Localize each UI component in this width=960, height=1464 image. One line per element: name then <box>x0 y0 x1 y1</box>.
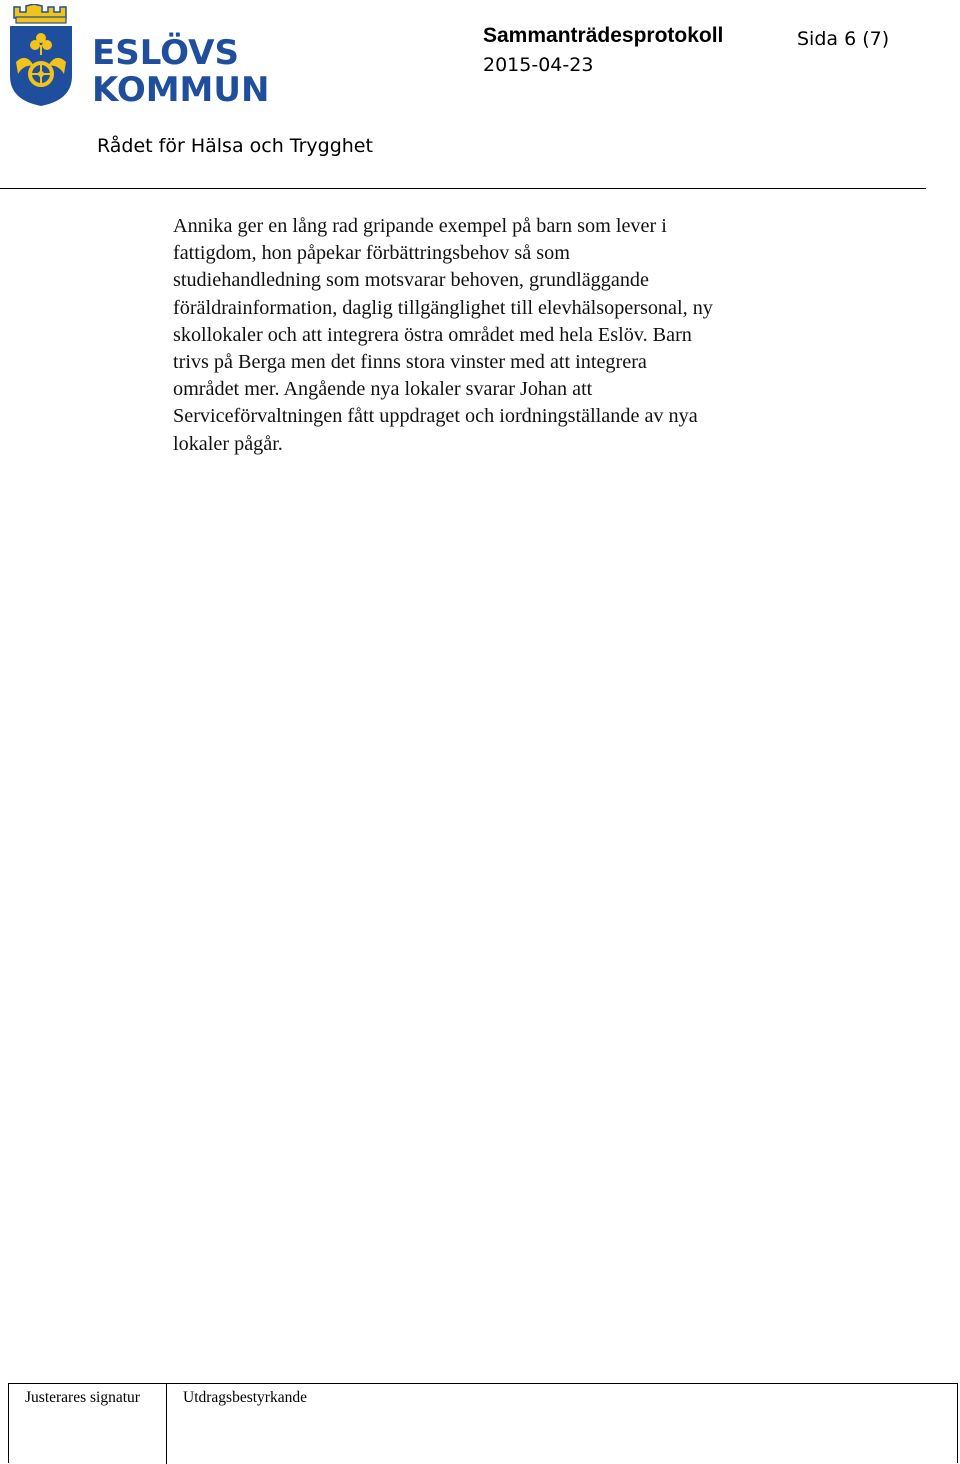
eslovs-kommun-logo <box>6 4 272 108</box>
svg-text:ESLÖVS: ESLÖVS <box>92 33 239 73</box>
body-line: skollokaler och att integrera östra området med hela Eslöv. Barn <box>173 323 692 346</box>
body-line: föräldrainformation, daglig tillgänglighet till elevhälsopersonal, ny <box>173 296 713 319</box>
body-line: trivs på Berga men det finns stora vinster med att integrera <box>173 351 647 374</box>
body-line: Serviceförvaltningen fått uppdraget och iordningställande av nya <box>173 405 698 428</box>
body-line: studiehandledning som motsvarar behoven, grundläggande <box>173 269 649 292</box>
extract-verification-label: Utdragsbestyrkande <box>183 1389 307 1406</box>
body-line: lokaler pågår. <box>173 432 283 455</box>
body-line: området mer. Angående nya lokaler svarar Johan att <box>173 378 593 401</box>
board-name: Rådet för Hälsa och Trygghet <box>97 135 373 157</box>
page-number: Sida 6 (7) <box>797 28 890 50</box>
signature-label: Justerares signatur <box>25 1389 140 1406</box>
svg-text:KOMMUN: KOMMUN <box>92 70 270 108</box>
document-title: Sammanträdesprotokoll <box>483 24 724 47</box>
header-divider <box>0 188 926 189</box>
body-paragraph <box>173 213 793 458</box>
body-line: fattigdom, hon påpekar förbättringsbehov så som <box>173 242 570 265</box>
municipal-crest-icon <box>6 4 272 108</box>
signature-box <box>8 1383 958 1463</box>
body-line: Annika ger en lång rad gripande exempel på barn som lever i <box>173 215 667 237</box>
document-date: 2015-04-23 <box>483 54 594 76</box>
signature-box-divider <box>166 1384 167 1464</box>
